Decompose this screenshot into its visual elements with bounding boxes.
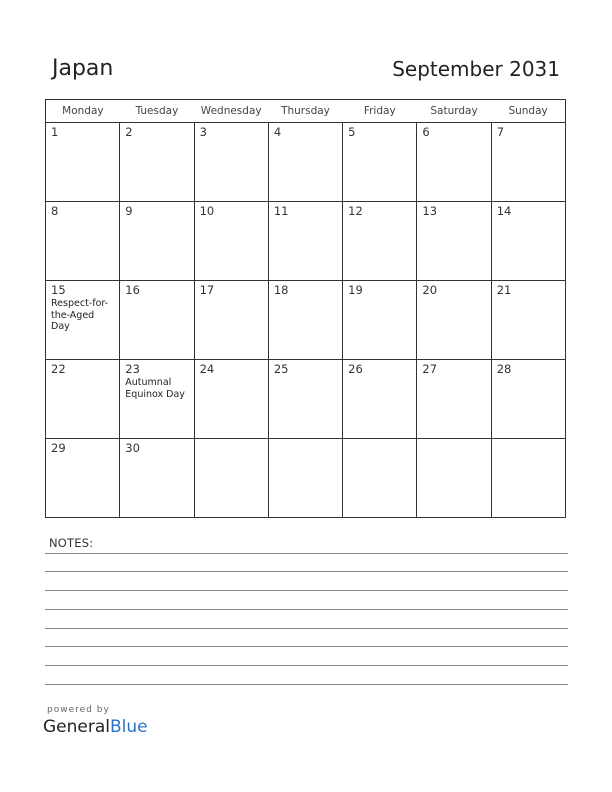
day-number: 17: [199, 283, 215, 297]
day-cell: [268, 202, 342, 281]
weekday-friday: Friday: [343, 100, 417, 123]
note-line: [45, 571, 568, 572]
note-line: [45, 684, 568, 685]
day-cell: [46, 439, 120, 518]
day-cell: [268, 439, 342, 518]
brand-general: General: [43, 717, 110, 737]
day-number: 15: [51, 283, 66, 297]
day-cell: [343, 123, 417, 202]
note-line: [45, 646, 568, 647]
day-cell: [194, 123, 268, 202]
powered-by-text: powered by: [47, 705, 110, 715]
day-number: 30: [125, 441, 140, 455]
day-cell: [491, 439, 565, 518]
day-number: 27: [422, 362, 438, 376]
day-number: 25: [273, 362, 289, 376]
day-cell: [491, 123, 565, 202]
day-cell: [268, 281, 342, 360]
day-cell: [46, 202, 120, 281]
weekday-tuesday: Tuesday: [120, 100, 194, 123]
day-cell: [46, 360, 120, 439]
note-line: [45, 609, 568, 610]
week-row: [46, 281, 566, 360]
day-number: 29: [51, 441, 66, 455]
day-cell: [491, 202, 565, 281]
day-number: 23: [125, 362, 140, 376]
week-row: [46, 439, 566, 518]
day-number: 16: [125, 283, 140, 297]
day-cell: [491, 360, 565, 439]
day-cell: [120, 439, 194, 518]
day-cell: [417, 360, 491, 439]
day-cell: [120, 281, 194, 360]
day-cell: [194, 281, 268, 360]
day-cell: [343, 281, 417, 360]
day-number: 1: [51, 125, 59, 139]
week-row: [46, 360, 566, 439]
day-cell: [194, 202, 268, 281]
day-number: 20: [422, 283, 438, 297]
day-number: 12: [348, 204, 363, 218]
day-cell: [343, 439, 417, 518]
day-cell: [120, 123, 194, 202]
note-line: [45, 590, 568, 591]
day-number: 10: [199, 204, 215, 218]
notes-label: NOTES:: [49, 536, 94, 550]
weekday-sunday: Sunday: [491, 100, 565, 123]
day-number: 2: [125, 125, 133, 139]
day-cell: [46, 281, 120, 360]
day-number: 3: [199, 125, 207, 139]
generalblue-logo[interactable]: [43, 717, 148, 737]
note-line: [45, 665, 568, 666]
day-number: 21: [496, 283, 512, 297]
day-cell: [417, 439, 491, 518]
day-cell: [268, 123, 342, 202]
day-number: 18: [273, 283, 289, 297]
holiday-label: Autumnal Equinox Day: [125, 377, 185, 400]
day-number: 13: [422, 204, 438, 218]
day-number: 6: [422, 125, 430, 139]
day-cell: [343, 360, 417, 439]
day-number: 9: [125, 204, 133, 218]
day-number: 19: [348, 283, 363, 297]
day-cell: [343, 202, 417, 281]
day-number: 28: [496, 362, 512, 376]
day-cell: [120, 360, 194, 439]
day-number: 24: [199, 362, 215, 376]
day-cell: [491, 281, 565, 360]
day-cell: [417, 123, 491, 202]
month-year-title: September 2031: [392, 57, 560, 81]
week-row: [46, 202, 566, 281]
day-number: 5: [348, 125, 356, 139]
day-cell: [268, 360, 342, 439]
weekday-wednesday: Wednesday: [194, 100, 268, 123]
day-number: 26: [348, 362, 363, 376]
country-title: Japan: [52, 56, 114, 81]
week-row: [46, 123, 566, 202]
day-cell: [194, 360, 268, 439]
note-line: [45, 553, 568, 554]
day-number: 8: [51, 204, 59, 218]
holiday-label: Respect-for-the-Aged Day: [51, 298, 109, 332]
day-number: 7: [496, 125, 505, 139]
day-number: 14: [496, 204, 512, 218]
day-number: 4: [273, 125, 282, 139]
weekday-thursday: Thursday: [268, 100, 342, 123]
day-cell: [194, 439, 268, 518]
calendar-grid: [45, 99, 566, 518]
day-cell: [417, 202, 491, 281]
day-cell: [120, 202, 194, 281]
weekday-header-row: [46, 100, 566, 123]
note-line: [45, 628, 568, 629]
weekday-monday: Monday: [46, 100, 120, 123]
day-cell: [46, 123, 120, 202]
day-cell: [417, 281, 491, 360]
weekday-saturday: Saturday: [417, 100, 491, 123]
brand-blue: Blue: [110, 717, 148, 737]
day-number: 11: [273, 204, 289, 218]
day-number: 22: [51, 362, 66, 376]
